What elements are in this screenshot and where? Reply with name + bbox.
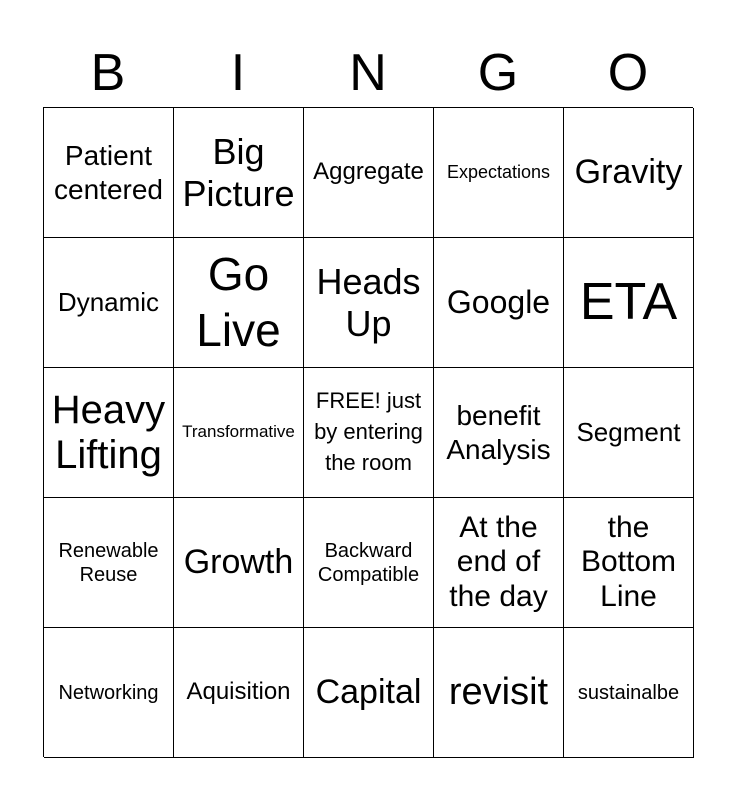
cell-text: Renewable Reuse bbox=[58, 539, 159, 586]
cell-text: Big Picture bbox=[182, 131, 295, 214]
header-letter-b: B bbox=[90, 44, 126, 102]
header-letter-o: O bbox=[607, 44, 649, 102]
bingo-cell[interactable] bbox=[44, 628, 174, 758]
cell-text: Patient centered bbox=[54, 140, 163, 205]
free-space-text: FREE! just by entering the room bbox=[314, 388, 423, 475]
bingo-cell[interactable] bbox=[434, 368, 564, 498]
bingo-cell[interactable] bbox=[174, 628, 304, 758]
header-letter-g: G bbox=[477, 44, 519, 102]
bingo-cell[interactable] bbox=[174, 108, 304, 238]
cell-text: benefit Analysis bbox=[446, 400, 551, 465]
bingo-cell[interactable] bbox=[434, 498, 564, 628]
cell-text: Expectations bbox=[446, 161, 551, 182]
bingo-cell[interactable] bbox=[304, 238, 434, 368]
bingo-cell[interactable] bbox=[44, 108, 174, 238]
cell-text: Heads Up bbox=[316, 261, 421, 344]
cell-text: Go Live bbox=[196, 248, 281, 356]
bingo-cell[interactable] bbox=[564, 238, 694, 368]
bingo-grid bbox=[43, 107, 693, 757]
bingo-cell[interactable] bbox=[44, 498, 174, 628]
bingo-cell[interactable] bbox=[564, 368, 694, 498]
cell-text: Gravity bbox=[574, 152, 683, 191]
bingo-cell[interactable] bbox=[564, 628, 694, 758]
bingo-cell[interactable] bbox=[174, 238, 304, 368]
cell-text: Segment bbox=[576, 416, 681, 447]
bingo-cell[interactable] bbox=[434, 628, 564, 758]
cell-text: Aquisition bbox=[186, 678, 291, 706]
bingo-cell[interactable] bbox=[304, 108, 434, 238]
bingo-cell[interactable] bbox=[174, 498, 304, 628]
bingo-cell[interactable] bbox=[304, 498, 434, 628]
bingo-cell[interactable] bbox=[564, 108, 694, 238]
cell-text: Growth bbox=[183, 542, 294, 581]
header-letter-i: I bbox=[230, 44, 246, 102]
cell-text: Heavy Lifting bbox=[51, 387, 166, 477]
bingo-cell free-space[interactable] bbox=[304, 368, 434, 498]
cell-text: Aggregate bbox=[313, 158, 424, 186]
bingo-cell[interactable] bbox=[434, 238, 564, 368]
cell-text: Capital bbox=[315, 672, 422, 711]
cell-text: sustainalbe bbox=[577, 681, 680, 704]
bingo-cell[interactable] bbox=[434, 108, 564, 238]
cell-text: Transformative bbox=[182, 422, 295, 442]
header-letter-n: N bbox=[349, 44, 387, 102]
cell-text: Dynamic bbox=[57, 286, 160, 317]
bingo-cell[interactable] bbox=[174, 368, 304, 498]
cell-text: ETA bbox=[579, 272, 678, 331]
cell-text: At the end of the day bbox=[449, 510, 548, 613]
bingo-header bbox=[43, 40, 693, 106]
bingo-cell[interactable] bbox=[44, 238, 174, 368]
cell-text: Networking bbox=[58, 681, 159, 704]
bingo-cell[interactable] bbox=[44, 368, 174, 498]
cell-text: the Bottom Line bbox=[580, 510, 677, 613]
bingo-cell[interactable] bbox=[304, 628, 434, 758]
cell-text: revisit bbox=[448, 671, 549, 714]
cell-text: Google bbox=[446, 284, 551, 321]
bingo-cell[interactable] bbox=[564, 498, 694, 628]
cell-text: Backward Compatible bbox=[317, 539, 420, 586]
